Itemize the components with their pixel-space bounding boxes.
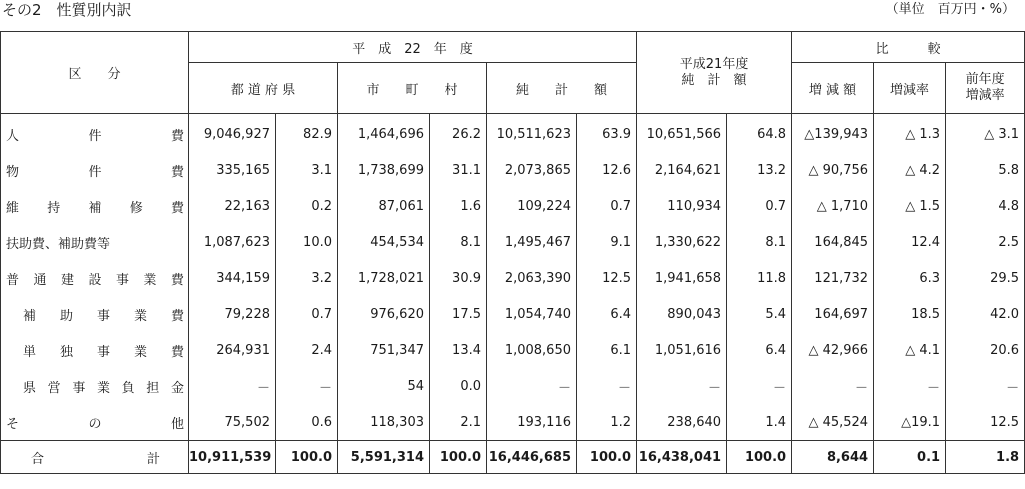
table-cell: 22,163 (189, 188, 276, 224)
total-cell: 1.8 (946, 441, 1025, 474)
total-cell: 100.0 (577, 441, 637, 474)
row-label-char: 業 (133, 344, 147, 360)
table-cell: － (946, 368, 1025, 404)
table-cell: 30.9 (430, 260, 487, 296)
table-cell: 0.2 (276, 188, 338, 224)
row-label-char: 費 (170, 200, 184, 216)
table-cell: △ 90,756 (792, 152, 874, 188)
row-label-char: 費 (170, 128, 184, 144)
row-label-char: 事 (96, 344, 110, 360)
expenditure-table (0, 31, 1025, 474)
row-label-char: 単 (23, 344, 37, 360)
table-row (1, 152, 1025, 188)
table-cell: 2.5 (946, 224, 1025, 260)
table-cell: 2,073,865 (487, 152, 577, 188)
row-label (1, 260, 189, 296)
header-prev-rate-line2: 増減率 (965, 88, 1005, 103)
table-cell: － (487, 368, 577, 404)
row-label-text (23, 341, 184, 360)
table-cell: △ 1.3 (874, 114, 946, 153)
table-cell: 10.0 (276, 224, 338, 260)
row-label-char: 事 (72, 380, 86, 396)
row-label-text (23, 305, 184, 324)
row-label-char: 費 (170, 344, 184, 360)
table-cell: 976,620 (338, 296, 430, 332)
row-label-text (6, 233, 184, 252)
table-cell: 164,845 (792, 224, 874, 260)
row-label (1, 404, 189, 441)
table-cell: 12.4 (874, 224, 946, 260)
row-label (1, 152, 189, 188)
table-cell: 12.6 (577, 152, 637, 188)
table-cell: － (874, 368, 946, 404)
table-cell: 2.1 (430, 404, 487, 441)
row-label-char: 費 (170, 308, 184, 324)
table-row (1, 368, 1025, 404)
row-label-char: 持 (47, 200, 61, 216)
row-label-char: 扶助費、補助費等 (6, 236, 111, 252)
table-cell: 20.6 (946, 332, 1025, 368)
table-cell: 17.5 (430, 296, 487, 332)
table-cell: － (792, 368, 874, 404)
row-label-char: 事 (96, 308, 110, 324)
row-label (1, 332, 189, 368)
table-cell: 2.4 (276, 332, 338, 368)
table-cell: 5.4 (727, 296, 792, 332)
row-label-char: 物 (6, 164, 20, 180)
table-cell: 42.0 (946, 296, 1025, 332)
total-label (1, 441, 189, 474)
row-label-char: 修 (129, 200, 143, 216)
table-cell: － (577, 368, 637, 404)
table-cell: 31.1 (430, 152, 487, 188)
row-label-char: 担 (146, 380, 160, 396)
total-cell: 100.0 (430, 441, 487, 474)
total-cell: 0.1 (874, 441, 946, 474)
row-label-char: 人 (6, 128, 20, 144)
table-cell: 0.7 (577, 188, 637, 224)
table-cell: 11.8 (727, 260, 792, 296)
table-cell: 264,931 (189, 332, 276, 368)
table-cell: 1.2 (577, 404, 637, 441)
table-row (1, 188, 1025, 224)
table-cell: 54 (338, 368, 430, 404)
row-label (1, 224, 189, 260)
table-cell: 12.5 (577, 260, 637, 296)
row-label-char: 業 (96, 380, 110, 396)
row-label (1, 368, 189, 404)
table-cell: 1,495,467 (487, 224, 577, 260)
table-cell: 2,063,390 (487, 260, 577, 296)
row-label-char: 費 (170, 272, 184, 288)
header-prev-rate (946, 63, 1025, 114)
table-cell: 6.4 (727, 332, 792, 368)
table-cell: 0.6 (276, 404, 338, 441)
table-cell: 9,046,927 (189, 114, 276, 153)
row-label-char: 建 (60, 272, 74, 288)
row-label-char: 普 (6, 272, 20, 288)
table-cell: 3.2 (276, 260, 338, 296)
row-label (1, 114, 189, 153)
row-label-char: 件 (88, 164, 102, 180)
table-cell: 79,228 (189, 296, 276, 332)
table-body (1, 114, 1025, 474)
table-cell: 0.7 (276, 296, 338, 332)
table-cell: 3.1 (276, 152, 338, 188)
table-cell: 26.2 (430, 114, 487, 153)
header-fy21-line2: 純 計 額 (681, 72, 747, 88)
total-cell: 16,438,041 (637, 441, 727, 474)
table-cell: 1,464,696 (338, 114, 430, 153)
row-label-char: 独 (59, 344, 73, 360)
row-label-char: 合 (31, 451, 45, 467)
header-muni: 市 町 村 (338, 63, 487, 114)
header-diff: 増 減 額 (792, 63, 874, 114)
table-cell: 9.1 (577, 224, 637, 260)
row-label-char: の (88, 416, 102, 432)
row-label-char: 費 (170, 164, 184, 180)
row-label-char: 負 (121, 380, 135, 396)
row-label-text (6, 125, 184, 144)
table-cell: － (189, 368, 276, 404)
table-cell: 1,738,699 (338, 152, 430, 188)
table-cell: △ 3.1 (946, 114, 1025, 153)
table-cell: 18.5 (874, 296, 946, 332)
table-cell: 890,043 (637, 296, 727, 332)
table-cell: △ 1.5 (874, 188, 946, 224)
table-cell: 1,008,650 (487, 332, 577, 368)
row-label-char: 業 (143, 272, 157, 288)
total-cell: 16,446,685 (487, 441, 577, 474)
table-cell: 193,116 (487, 404, 577, 441)
row-label-char: 計 (146, 451, 160, 467)
row-label (1, 296, 189, 332)
table-cell: 1,051,616 (637, 332, 727, 368)
row-label-char: 維 (6, 200, 20, 216)
table-cell: 63.9 (577, 114, 637, 153)
table-cell: － (276, 368, 338, 404)
header-diff-rate: 増減率 (874, 63, 946, 114)
table-cell: 87,061 (338, 188, 430, 224)
unit-note: （単位 百万円・%） (885, 2, 1015, 17)
table-row (1, 224, 1025, 260)
row-label-char: 補 (88, 200, 102, 216)
table-cell: 1,941,658 (637, 260, 727, 296)
table-cell: 13.4 (430, 332, 487, 368)
table-cell: 0.7 (727, 188, 792, 224)
row-label-char: 設 (88, 272, 102, 288)
header-prev-rate-line1: 前年度 (965, 72, 1005, 87)
table-cell: 13.2 (727, 152, 792, 188)
table-cell: △ 1,710 (792, 188, 874, 224)
table-cell: 12.5 (946, 404, 1025, 441)
table-cell: 82.9 (276, 114, 338, 153)
table-cell: 164,697 (792, 296, 874, 332)
row-label-char: 他 (170, 416, 184, 432)
row-label-text (6, 269, 184, 288)
row-label-char: 件 (88, 128, 102, 144)
header-fy22: 平 成 22 年 度 (189, 32, 637, 63)
row-label-text (31, 448, 160, 467)
table-cell: 1,728,021 (338, 260, 430, 296)
header-pref: 都 道 府 県 (189, 63, 338, 114)
total-cell: 8,644 (792, 441, 874, 474)
table-cell: 2,164,621 (637, 152, 727, 188)
table-cell: － (727, 368, 792, 404)
table-cell: 1.6 (430, 188, 487, 224)
row-label-text (6, 161, 184, 180)
table-cell: 110,934 (637, 188, 727, 224)
total-cell: 100.0 (727, 441, 792, 474)
table-cell: △139,943 (792, 114, 874, 153)
row-label-char: 営 (47, 380, 61, 396)
table-cell: 109,224 (487, 188, 577, 224)
row-label-char: 補 (23, 308, 37, 324)
table-cell: 1,054,740 (487, 296, 577, 332)
row-label-char: 助 (59, 308, 73, 324)
table-cell: 1,330,622 (637, 224, 727, 260)
table-row (1, 404, 1025, 441)
table-cell: △ 4.1 (874, 332, 946, 368)
table-cell: △ 42,966 (792, 332, 874, 368)
table-cell: 238,640 (637, 404, 727, 441)
table-row (1, 260, 1025, 296)
table-cell: 6.4 (577, 296, 637, 332)
table-cell: 64.8 (727, 114, 792, 153)
total-cell: 5,591,314 (338, 441, 430, 474)
table-row (1, 332, 1025, 368)
header-compare: 比 較 (792, 32, 1025, 63)
table-cell: 1.4 (727, 404, 792, 441)
table-cell: 10,651,566 (637, 114, 727, 153)
row-label-char: 県 (23, 380, 37, 396)
table-cell: 118,303 (338, 404, 430, 441)
table-cell: 6.1 (577, 332, 637, 368)
table-row (1, 114, 1025, 153)
table-cell: 454,534 (338, 224, 430, 260)
table-cell: 8.1 (727, 224, 792, 260)
table-cell: 29.5 (946, 260, 1025, 296)
header-fy21 (637, 32, 792, 114)
table-cell: △ 4.2 (874, 152, 946, 188)
row-label (1, 188, 189, 224)
total-row (1, 441, 1025, 474)
table-cell: 751,347 (338, 332, 430, 368)
row-label-char: そ (6, 416, 20, 432)
total-cell: 100.0 (276, 441, 338, 474)
table-cell: 10,511,623 (487, 114, 577, 153)
header-net: 純 計 額 (487, 63, 637, 114)
table-cell: △ 45,524 (792, 404, 874, 441)
table-cell: 8.1 (430, 224, 487, 260)
table-cell: 0.0 (430, 368, 487, 404)
row-label-text (23, 377, 184, 396)
table-cell: 1,087,623 (189, 224, 276, 260)
table-cell: 5.8 (946, 152, 1025, 188)
table-cell: 121,732 (792, 260, 874, 296)
header-fy21-line1: 平成21年度 (679, 56, 749, 72)
table-cell: 4.8 (946, 188, 1025, 224)
table-cell: 6.3 (874, 260, 946, 296)
row-label-char: 業 (133, 308, 147, 324)
table-cell: 335,165 (189, 152, 276, 188)
row-label-char: 金 (170, 380, 184, 396)
table-cell: 344,159 (189, 260, 276, 296)
table-row (1, 296, 1025, 332)
row-label-text (6, 413, 184, 432)
table-title: その2 性質別内訳 (2, 1, 132, 19)
row-label-char: 通 (33, 272, 47, 288)
row-label-char: 事 (115, 272, 129, 288)
table-cell: － (637, 368, 727, 404)
row-label-text (6, 197, 184, 216)
table-cell: 75,502 (189, 404, 276, 441)
table-cell: △19.1 (874, 404, 946, 441)
total-cell: 10,911,539 (189, 441, 276, 474)
header-category: 区 分 (1, 32, 189, 114)
